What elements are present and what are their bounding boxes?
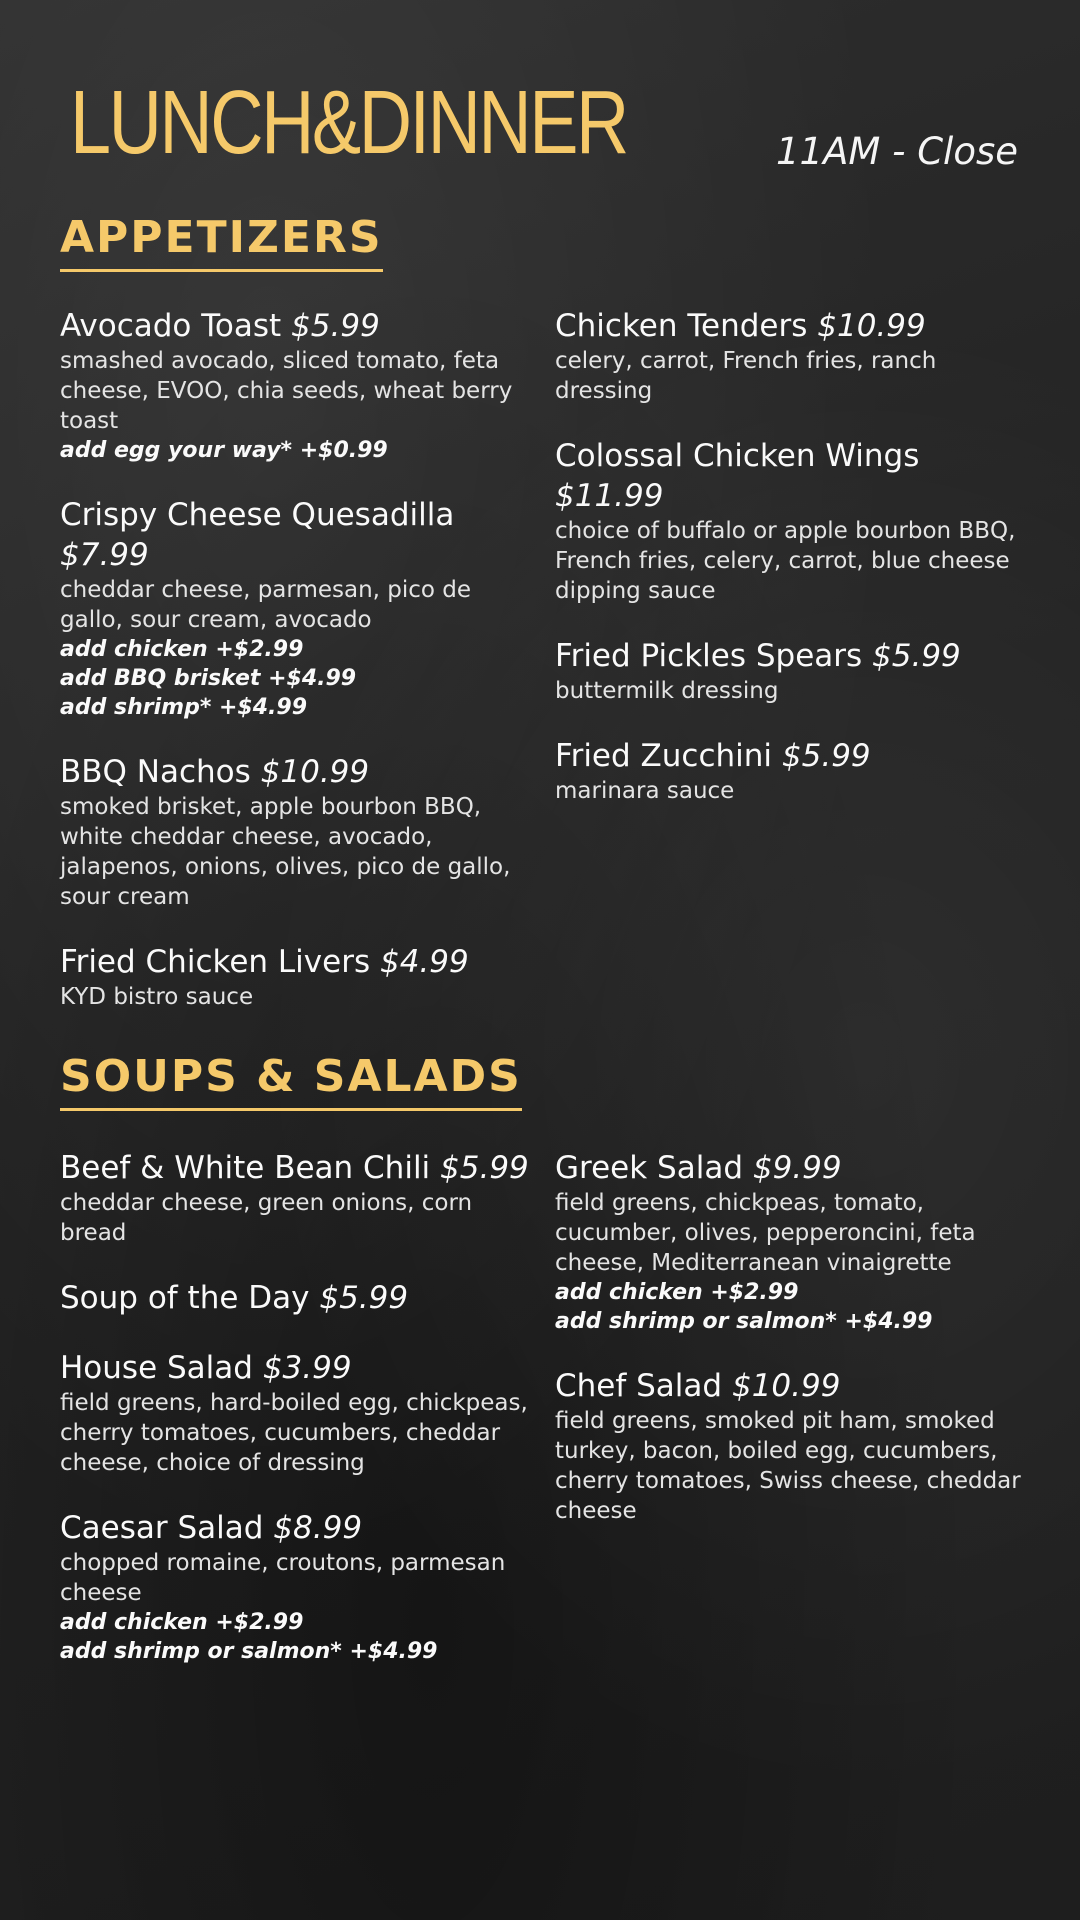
menu-item-name: Crispy Cheese Quesadilla	[60, 497, 455, 533]
menu-item	[60, 1508, 530, 1666]
menu-item-heading	[555, 1148, 1025, 1188]
soups-salads-left-column	[60, 1148, 530, 1696]
menu-item-price: $8.99	[273, 1510, 363, 1546]
menu-item-name: Greek Salad	[555, 1150, 743, 1186]
section-title-soups-salads: SOUPS & SALADS	[60, 1051, 522, 1111]
section-title-appetizers: APPETIZERS	[60, 212, 383, 272]
menu-item-addon: add shrimp or salmon* +$4.99	[60, 1639, 438, 1664]
menu-item	[60, 1148, 530, 1248]
menu-item-heading	[555, 436, 1025, 516]
menu-item-price: $10.99	[817, 308, 926, 344]
menu-item-price: $3.99	[262, 1350, 352, 1386]
menu-item-name: Fried Pickles Spears	[555, 638, 863, 674]
appetizers-left-column	[60, 306, 530, 1042]
logo: LUNCH&DINNER	[70, 73, 627, 173]
hours-text: 11AM - Close	[776, 130, 1018, 173]
menu-item-addon: add chicken +$2.99	[60, 1610, 304, 1635]
menu-item-price: $5.99	[440, 1150, 529, 1186]
menu-item-description: chopped romaine, croutons, parmesan cheese	[60, 1550, 506, 1606]
appetizers-right-column	[555, 306, 1025, 836]
menu-item-price: $7.99	[60, 537, 149, 573]
menu-item	[555, 1148, 1025, 1336]
menu-item	[60, 495, 530, 722]
menu-item-heading	[60, 495, 530, 575]
menu-item-heading	[555, 636, 1025, 676]
menu-item-description: KYD bistro sauce	[60, 984, 254, 1010]
menu-item-description: smoked brisket, apple bourbon BBQ, white cheddar cheese, avocado, jalapenos, onions, olives, pico de gallo, sour cream	[60, 794, 511, 910]
menu-item-heading	[60, 306, 530, 346]
menu-item-price: $10.99	[731, 1368, 841, 1404]
menu-item	[555, 1366, 1025, 1526]
menu-item	[60, 1348, 530, 1478]
menu-item	[555, 636, 1025, 706]
soups-salads-right-column	[555, 1148, 1025, 1556]
menu-item-name: Chicken Tenders	[555, 308, 808, 344]
menu-item	[60, 1278, 530, 1318]
menu-item-name: Caesar Salad	[60, 1510, 264, 1546]
menu-item-addon: add shrimp or salmon* +$4.99	[555, 1309, 933, 1334]
menu-item	[555, 736, 1025, 806]
menu-item-addon: add chicken +$2.99	[60, 637, 304, 662]
menu-item-name: Soup of the Day	[60, 1280, 310, 1316]
menu-item-addon: add chicken +$2.99	[555, 1280, 799, 1305]
menu-item-price: $9.99	[752, 1150, 842, 1186]
menu-item-heading	[60, 1148, 530, 1188]
menu-item-price: $11.99	[555, 478, 664, 514]
menu-item-price: $4.99	[379, 944, 469, 980]
menu-item-description: buttermilk dressing	[555, 678, 779, 704]
menu-item-description: field greens, smoked pit ham, smoked turkey, bacon, boiled egg, cucumbers, cherry tomatoes, Swiss cheese, cheddar cheese	[555, 1408, 1021, 1524]
menu-item-heading	[60, 1508, 530, 1548]
menu-item-description: cheddar cheese, parmesan, pico de gallo, sour cream, avocado	[60, 577, 472, 633]
menu-item-description: field greens, chickpeas, tomato, cucumber, olives, pepperoncini, feta cheese, Mediterranean vinaigrette	[555, 1190, 976, 1276]
menu-item-description: choice of buffalo or apple bourbon BBQ, French fries, celery, carrot, blue cheese dipping sauce	[555, 518, 1016, 604]
menu-item-description: field greens, hard-boiled egg, chickpeas, cherry tomatoes, cucumbers, cheddar cheese, choice of dressing	[60, 1390, 528, 1476]
menu-item-heading	[60, 942, 530, 982]
menu-item-description: smashed avocado, sliced tomato, feta cheese, EVOO, chia seeds, wheat berry toast	[60, 348, 513, 434]
menu-item-price: $5.99	[319, 1280, 409, 1316]
menu-item-price: $5.99	[291, 308, 380, 344]
menu-item-description: marinara sauce	[555, 778, 735, 804]
menu-item-addon: add egg your way* +$0.99	[60, 438, 388, 463]
menu-item-heading	[555, 736, 1025, 776]
menu-item	[60, 942, 530, 1012]
menu-item-addon: add BBQ brisket +$4.99	[60, 666, 357, 691]
menu-item	[555, 436, 1025, 606]
menu-item-name: Chef Salad	[555, 1368, 723, 1404]
menu-item-heading	[555, 306, 1025, 346]
menu-item	[60, 752, 530, 912]
menu-item-price: $5.99	[781, 738, 871, 774]
menu-item-description: cheddar cheese, green onions, corn bread	[60, 1190, 473, 1246]
menu-item-name: Avocado Toast	[60, 308, 282, 344]
menu-item-heading	[60, 752, 530, 792]
menu-item	[555, 306, 1025, 406]
menu-item-name: Fried Zucchini	[555, 738, 773, 774]
menu-item-addon: add shrimp* +$4.99	[60, 695, 308, 720]
menu-item-description: celery, carrot, French fries, ranch dressing	[555, 348, 937, 404]
menu-item-name: BBQ Nachos	[60, 754, 251, 790]
menu-item-name: Fried Chicken Livers	[60, 944, 371, 980]
menu-item-price: $10.99	[260, 754, 370, 790]
menu-item-heading	[60, 1278, 530, 1318]
menu-item-heading	[60, 1348, 530, 1388]
menu-item-price: $5.99	[872, 638, 961, 674]
menu-item-heading	[555, 1366, 1025, 1406]
menu-item-name: Colossal Chicken Wings	[555, 438, 920, 474]
menu-item	[60, 306, 530, 465]
menu-item-name: House Salad	[60, 1350, 253, 1386]
menu-item-name: Beef & White Bean Chili	[60, 1150, 431, 1186]
